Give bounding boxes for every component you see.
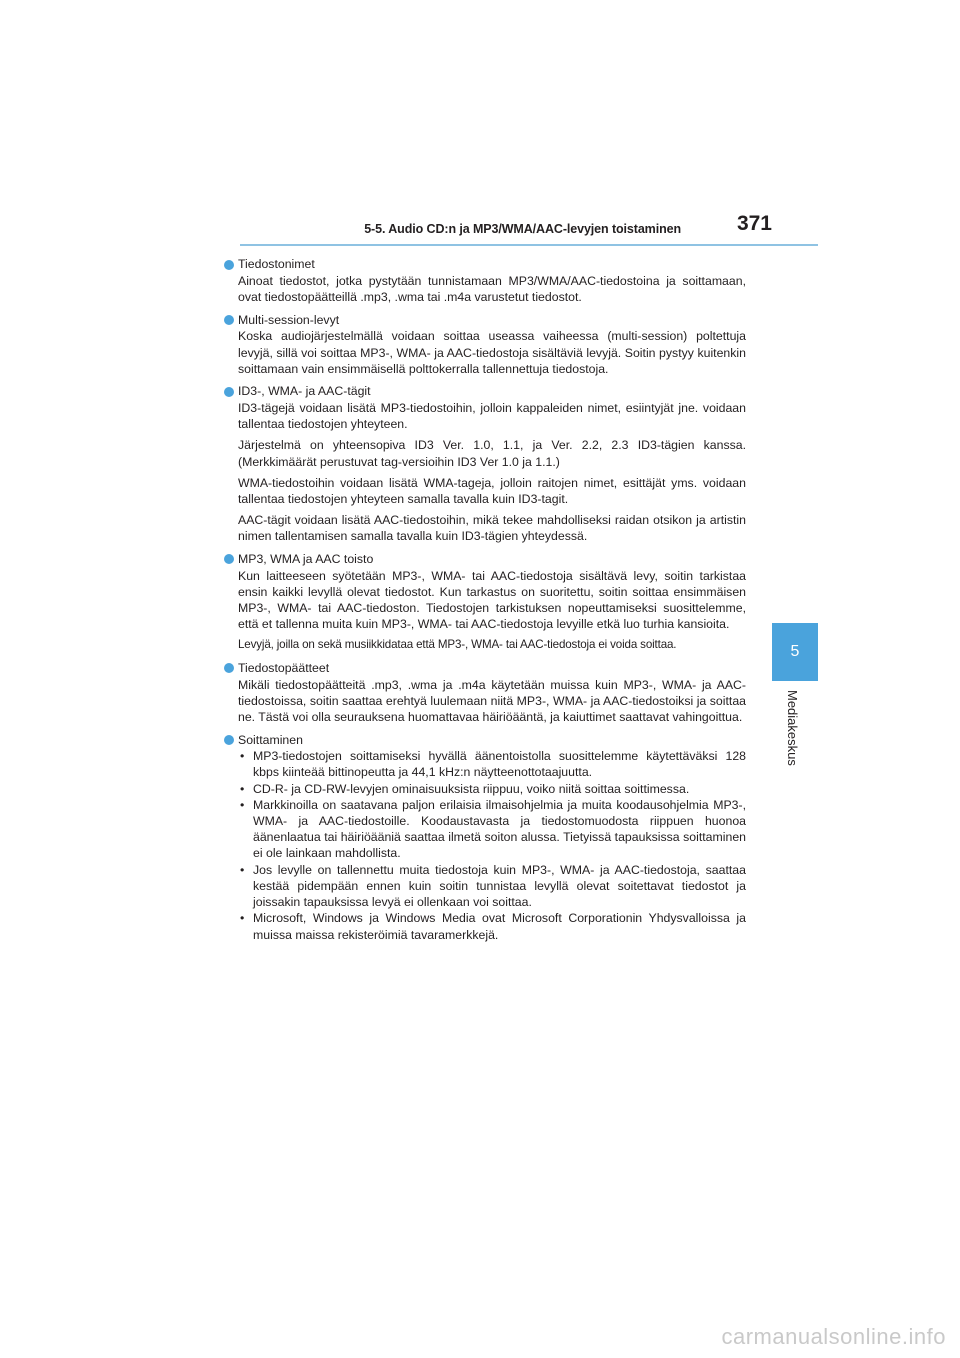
chapter-label: Mediakeskus <box>785 690 800 766</box>
section-title: 5-5. Audio CD:n ja MP3/WMA/AAC-levyjen toistaminen <box>364 222 681 236</box>
bullet-icon <box>224 735 234 745</box>
section-soittaminen <box>224 731 746 942</box>
list-item: • Jos levylle on tallennettu muita tiedostoja kuin MP3-, WMA- ja AAC-tiedostoja, saattaa kestää pidempään ennen kuin soitin tunnistaa levyllä olevat soitettavat tiedostot ja joissakin tapauksissa levyä ei ollenkaan voi soittaa. <box>238 862 746 911</box>
list-item: • MP3-tiedostojen soittamiseksi hyvällä äänentoistolla suosittelemme käytettäväksi 128 kbps kiinteää bittinopeutta ja 44,1 kHz:n näytteenottotaajuutta. <box>238 748 746 780</box>
section-heading <box>224 731 746 748</box>
chapter-number: 5 <box>790 643 800 660</box>
paragraph: Levyjä, joilla on sekä musiikkidataa että MP3-, WMA- tai AAC-tiedostoja ei voida soittaa. <box>238 638 677 652</box>
paragraph: Ainoat tiedostot, jotka pystytään tunnistamaan MP3/WMA/AAC-tiedostoina ja soittamaan, ovat tiedostopäätteillä .mp3, .wma tai .m4a varustetut tiedostot. <box>238 274 746 305</box>
section-heading-text: Soittaminen <box>238 732 303 747</box>
bullet-icon <box>224 663 234 673</box>
section-body <box>224 677 746 726</box>
section-heading-text: Tiedostonimet <box>238 257 315 272</box>
watermark: carmanualsonline.info <box>721 1324 946 1349</box>
section-multi-session <box>224 311 746 377</box>
section-body <box>224 568 746 654</box>
paragraph: AAC-tägit voidaan lisätä AAC-tiedostoihin, mikä tekee mahdolliseksi raidan otsikon ja artistin nimen tallentamisen samalla tavalla kuin ID3-tägien yhteydessä. <box>238 513 746 544</box>
section-heading <box>224 383 746 400</box>
page-number: 371 <box>736 212 772 235</box>
section-body <box>224 748 746 942</box>
paragraph: ID3-tägejä voidaan lisätä MP3-tiedostoihin, jolloin kappaleiden nimet, esiintyjät jne. voidaan tallentaa tiedostojen yhteyteen. <box>238 401 746 432</box>
list-item: • Microsoft, Windows ja Windows Media ovat Microsoft Corporationin Yhdysvalloissa ja muissa maissa rekisteröimiä tavaramerkkejä. <box>238 910 746 942</box>
bullet-list <box>238 748 746 942</box>
paragraph: Kun laitteeseen syötetään MP3-, WMA- tai AAC-tiedostoja sisältävä levy, soitin tarkistaa ensin kaikki levyllä olevat tiedostot. Kun tarkastus on suoritettu, soitin soittaa ensimmäisen MP3-, WMA- tai AAC-tiedoston. Tiedostojen tarkistuksen nopeuttamiseksi suosittelemme, että et tallenna muita kuin MP3-, WMA- tai AAC-tiedostoja levyille etkä luo turhia kansioita. <box>238 568 746 632</box>
section-playback-formats <box>224 551 746 654</box>
page-content <box>224 256 746 949</box>
section-tiedostonimet <box>224 256 746 305</box>
paragraph: Järjestelmä on yhteensopiva ID3 Ver. 1.0, 1.1, ja Ver. 2.2, 2.3 ID3-tägien kanssa. (Merkkimäärät perustuvat tag-versioihin ID3 Ver 1.0 ja 1.1.) <box>238 438 746 469</box>
bullet-icon <box>224 315 234 325</box>
section-heading-text: MP3, WMA ja AAC toisto <box>238 552 374 567</box>
section-heading-text: Tiedostopäätteet <box>238 661 330 676</box>
section-heading <box>224 660 746 677</box>
paragraph: Mikäli tiedostopäätteitä .mp3, .wma ja .m4a käytetään muissa kuin MP3-, WMA- ja AAC-tiedostoissa, soitin saattaa erehtyä luulemaan niitä MP3-, WMA- ja AAC-tiedostoiksi ja soittaa ne. Tästä voi olla seurauksena huomattavaa häiriöääntä, ja kaiuttimet saattavat vahingoittua. <box>238 677 746 725</box>
section-file-extensions <box>224 660 746 726</box>
list-item: • Markkinoilla on saatavana paljon erilaisia ilmaisohjelmia ja muita koodausohjelmia MP3-, WMA- ja AAC-tiedostoille. Koodaustavasta ja tiedostomuodosta riippuen huonoa äänenlaatua tai häiriöääniä saattaa ilmetä soiton alussa. Tietyissä tapauksissa soittaminen ei ole lainkaan mahdollista. <box>238 797 746 862</box>
bullet-icon <box>224 260 234 270</box>
section-body <box>224 400 746 545</box>
list-item: • CD-R- ja CD-RW-levyjen ominaisuuksista riippuu, voiko niitä soittaa soittimessa. <box>238 781 746 797</box>
section-body <box>224 328 746 377</box>
paragraph: WMA-tiedostoihin voidaan lisätä WMA-tageja, jolloin raitojen nimet, esittäjät yms. voidaan tallentaa tiedostojen yhteyteen samalla tavalla kuin ID3-tagit. <box>238 475 746 507</box>
section-body <box>224 273 746 305</box>
section-heading-text: Multi-session-levyt <box>238 312 340 327</box>
paragraph: Koska audiojärjestelmällä voidaan soittaa useassa vaiheessa (multi-session) poltettuja levyjä, sillä voi soittaa MP3-, WMA- ja AAC-tiedostoja sisältäviä levyjä. Soitin pystyy kuitenkin soittamaan vain ensimmäisellä polttokerralla tallennettuja tiedostoja. <box>238 329 746 376</box>
section-heading-text: ID3-, WMA- ja AAC-tägit <box>238 384 371 399</box>
section-heading <box>224 311 746 328</box>
bullet-icon <box>224 554 234 564</box>
section-heading <box>224 551 746 568</box>
chapter-tab <box>772 623 818 681</box>
header-divider <box>240 244 818 246</box>
section-tags <box>224 383 746 545</box>
bullet-icon <box>224 387 234 397</box>
page-header <box>240 212 772 242</box>
section-heading <box>224 256 746 273</box>
